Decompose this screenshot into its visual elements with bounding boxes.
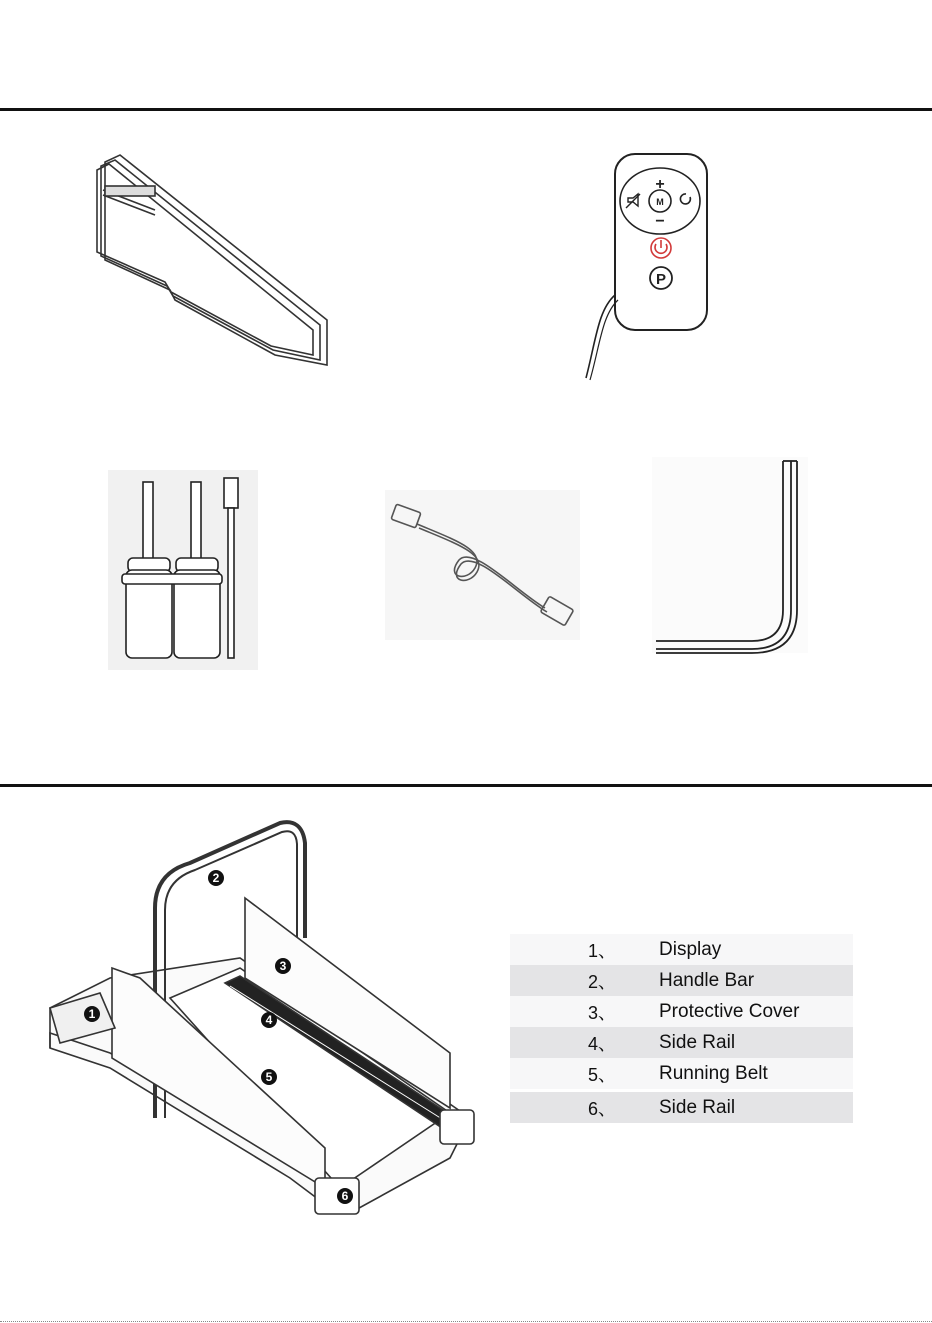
callout-3: 3 [279, 959, 287, 973]
top-divider [0, 108, 932, 111]
side-panels-illustration [95, 150, 335, 380]
callout-2: 2 [212, 871, 220, 885]
treadmill-diagram [40, 818, 480, 1218]
callout-6: 6 [341, 1189, 349, 1203]
part-name: Protective Cover [659, 1000, 800, 1022]
remote-power-icon [651, 238, 671, 258]
remote-plus-label: + [655, 176, 665, 193]
parts-row [510, 1027, 853, 1058]
part-number: 1、 [588, 940, 617, 961]
remote-control-illustration [578, 150, 718, 385]
parts-row [510, 996, 853, 1027]
callout-1: 1 [88, 1007, 96, 1021]
hex-key-illustration [650, 455, 810, 655]
page-bottom-edge [0, 1321, 932, 1322]
parts-row [510, 1058, 853, 1089]
callout-4: 4 [265, 1013, 273, 1027]
part-number: 6、 [588, 1098, 617, 1119]
part-name: Handle Bar [659, 969, 755, 991]
section-divider [0, 784, 932, 787]
lubricant-bottles-illustration [108, 470, 258, 670]
part-name: Side Rail [659, 1096, 736, 1118]
remote-minus-label: − [655, 213, 665, 230]
callout-5: 5 [265, 1070, 273, 1084]
part-number: 2、 [588, 971, 617, 992]
power-cord-illustration [385, 490, 580, 640]
remote-mode-label: M [656, 197, 664, 207]
parts-row [510, 1092, 853, 1123]
remote-program-label: P [655, 271, 667, 288]
part-number: 3、 [588, 1002, 617, 1023]
part-name: Running Belt [659, 1062, 768, 1084]
part-name: Display [659, 938, 722, 960]
part-name: Side Rail [659, 1031, 736, 1053]
parts-row [510, 965, 853, 996]
part-number: 5、 [588, 1064, 617, 1085]
part-number: 4、 [588, 1033, 617, 1054]
parts-list [510, 934, 853, 1123]
parts-row [510, 934, 853, 965]
